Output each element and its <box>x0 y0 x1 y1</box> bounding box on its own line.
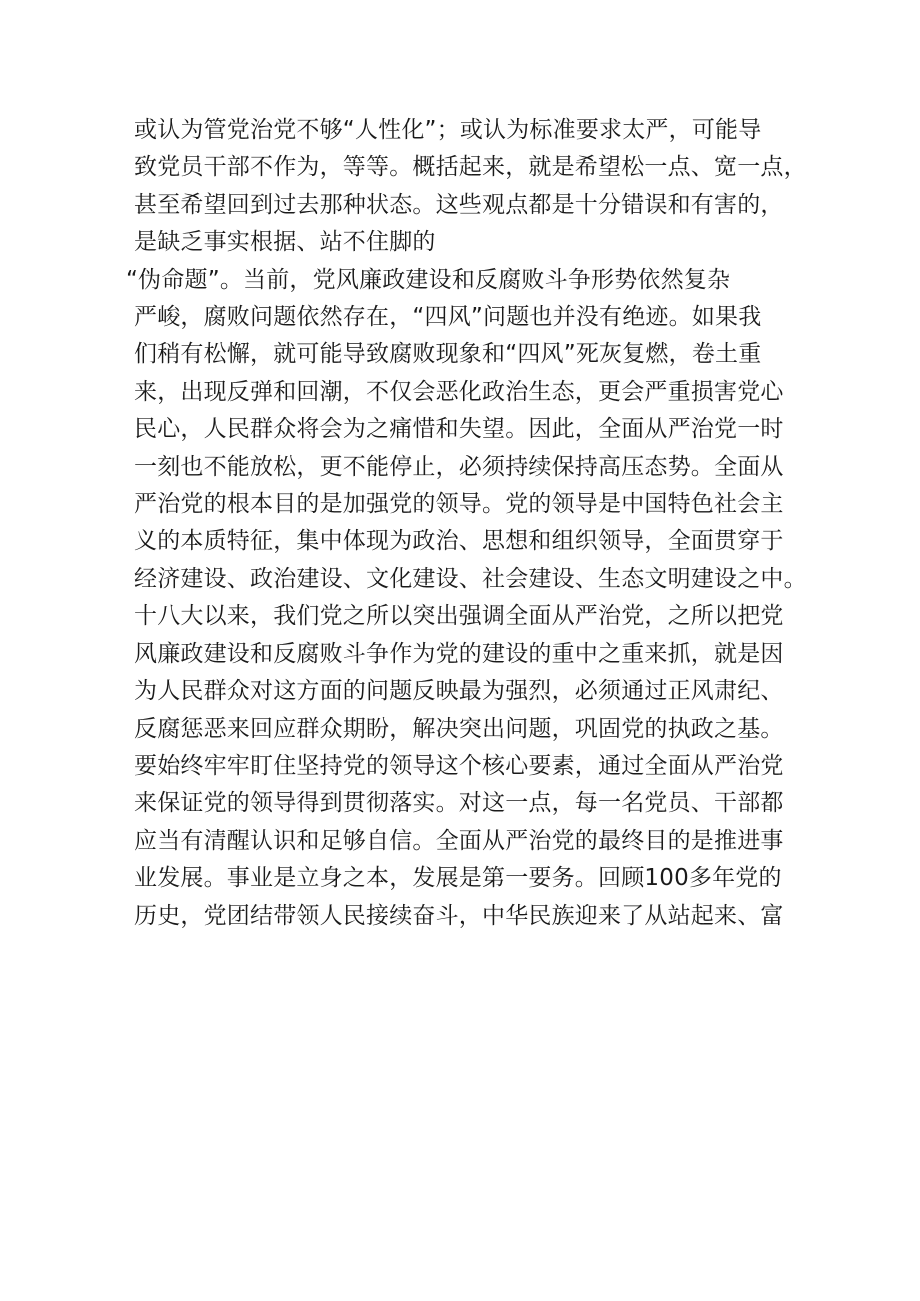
text-line: 或认为管党治党不够“人性化”；或认为标准要求太严，可能导 <box>134 117 762 143</box>
text-line: 严治党的根本目的是加强党的领导。党的领导是中国特色社会主 <box>134 491 784 518</box>
text-line: 们稍有松懈，就可能导致腐败现象和“四风”死灰复燃，卷土重 <box>134 341 762 368</box>
text-line: 十八大以来，我们党之所以突出强调全面从严治党，之所以把党 <box>134 603 784 630</box>
text-line: 业发展。事业是立身之本，发展是第一要务。回顾100多年党的 <box>134 865 782 892</box>
text-line: 经济建设、政治建设、文化建设、社会建设、生态文明建设之中。 <box>134 565 807 592</box>
text-line: 一刻也不能放松，更不能停止，必须持续保持高压态势。全面从 <box>134 453 784 480</box>
text-line: 来，出现反弹和回潮，不仅会恶化政治生态，更会严重损害党心 <box>134 378 784 405</box>
text-line: 应当有清醒认识和足够自信。全面从严治党的最终目的是推进事 <box>134 827 784 854</box>
text-line: 历史，党团结带领人民接续奋斗，中华民族迎来了从站起来、富 <box>134 902 784 929</box>
text-line: 义的本质特征，集中体现为政治、思想和组织领导，全面贯穿于 <box>134 528 784 555</box>
body-text <box>126 112 807 935</box>
text-line: 民心，人民群众将会为之痛惜和失望。因此，全面从严治党一时 <box>134 416 784 443</box>
text-line: 是缺乏事实根据、站不住脚的 <box>134 229 436 256</box>
text-line: 甚至希望回到过去那种状态。这些观点都是十分错误和有害的， <box>134 191 784 218</box>
text-line: 要始终牢牢盯住坚持党的领导这个核心要素，通过全面从严治党 <box>134 752 784 779</box>
text-line: 为人民群众对这方面的问题反映最为强烈，必须通过正风肃纪、 <box>134 678 784 705</box>
text-line: 来保证党的领导得到贯彻落实。对这一点，每一名党员、干部都 <box>134 790 784 817</box>
text-line: 风廉政建设和反腐败斗争作为党的建设的重中之重来抓，就是因 <box>134 640 784 667</box>
text-line: 严峻，腐败问题依然存在，“四风”问题也并没有绝迹。如果我 <box>134 304 762 331</box>
text-line: “伪命题”。当前，党风廉政建设和反腐败斗争形势依然复杂 <box>126 266 731 293</box>
text-line: 反腐惩恶来回应群众期盼，解决突出问题，巩固党的执政之基。 <box>134 715 784 742</box>
text-line: 致党员干部不作为，等等。概括起来，就是希望松一点、宽一点， <box>134 154 807 181</box>
